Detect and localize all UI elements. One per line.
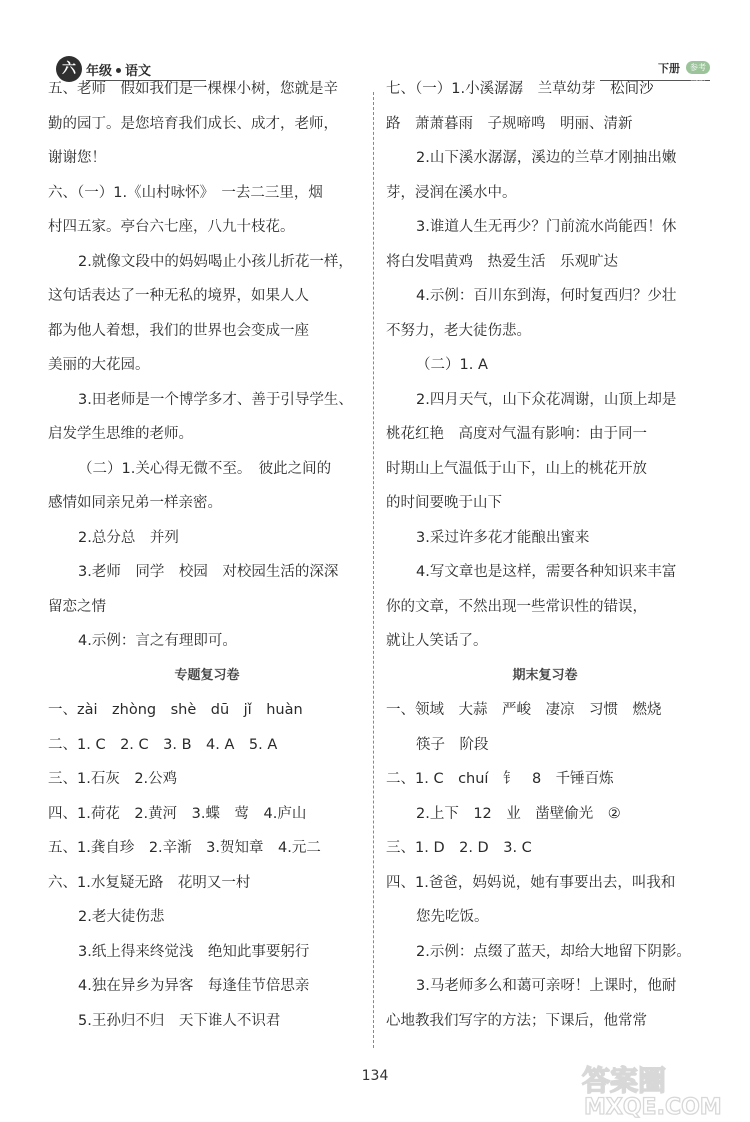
answer-line: 二、1. C chuí 钅 8 千锤百炼 (386, 771, 614, 787)
answer-line: 就让人笑话了。 (386, 633, 488, 649)
answer-line: 2.老大徒伤悲 (78, 909, 165, 925)
grade-label: 年级 (86, 64, 113, 79)
answer-line: 都为他人着想，我们的世界也会变成一座 (48, 323, 309, 339)
grade-subject (86, 60, 151, 79)
answer-line: 3.田老师是一个博学多才、善于引导学生、 (78, 392, 353, 408)
answer-line: 村四五家。亭台六七座，八九十枝花。 (48, 219, 295, 235)
answer-line: 3.采过许多花才能酿出蜜来 (416, 530, 590, 546)
answer-line: 路 萧萧暮雨 子规啼鸣 明丽、清新 (386, 116, 633, 132)
answer-line: 3.纸上得来终觉浅 绝知此事要躬行 (78, 944, 310, 960)
separator-dot-icon (116, 68, 121, 73)
answer-line: 二、1. C 2. C 3. B 4. A 5. A (48, 737, 278, 753)
answer-line: 你的文章，不然出现一些常识性的错误， (386, 599, 647, 615)
answer-line: 三、1. D 2. D 3. C (386, 840, 532, 856)
answer-line: 2.就像文段中的妈妈喝止小孩儿折花一样， (78, 254, 353, 270)
answer-line: 四、1.爸爸，妈妈说，她有事要出去，叫我和 (386, 875, 676, 891)
answer-line: 4.示例：百川东到海，何时复西归？少壮 (416, 288, 677, 304)
answer-line: 3.老师 同学 校园 对校园生活的深深 (78, 564, 339, 580)
page-number: 134 (361, 1068, 389, 1084)
answer-line: 2.上下 12 业 凿壁偷光 ② (416, 806, 621, 822)
answer-line: （二）1. A (416, 357, 488, 373)
volume-label: 下册 (658, 62, 680, 75)
answer-line: 时期山上气温低于山下，山上的桃花开放 (386, 461, 647, 477)
answer-line: 桃花红艳 高度对气温有影响：由于同一 (386, 426, 647, 442)
grade-badge: 六 (56, 56, 82, 82)
answer-line: 感情如同亲兄弟一样亲密。 (48, 495, 222, 511)
answer-line: 2.四月天气，山下众花凋谢，山顶上却是 (416, 392, 677, 408)
watermark-top: 答案圈 (582, 1064, 667, 1097)
section-title: 期末复习卷 (512, 668, 578, 683)
answer-line: 七、（一）1.小溪潺潺 兰草幼芽 松间沙 (386, 81, 654, 97)
answer-line: 四、1.荷花 2.黄河 3.蝶 莺 4.庐山 (48, 806, 307, 822)
answer-line: 六、1.水复疑无路 花明又一村 (48, 875, 251, 891)
answer-line: 4.写文章也是这样，需要各种知识来丰富 (416, 564, 677, 580)
answer-line: 留恋之情 (48, 599, 106, 615)
answer-line: 3.马老师多么和蔼可亲呀！上课时，他耐 (416, 978, 677, 994)
section-title: 专题复习卷 (174, 668, 240, 683)
answer-line: 您先吃饭。 (416, 909, 489, 925)
answer-line: 一、zài zhòng shè dū jǐ huàn (48, 702, 303, 718)
answer-line: （二）1.关心得无微不至。 彼此之间的 (78, 461, 332, 477)
answer-line: 5.王孙归不归 天下谁人不识君 (78, 1013, 281, 1029)
answer-line: 芽，浸润在溪水中。 (386, 185, 517, 201)
answer-line: 2.总分总 并列 (78, 530, 179, 546)
answer-line: 谢谢您！ (48, 150, 106, 166)
answer-line: 筷子 阶段 (416, 737, 489, 753)
answer-line: 六、（一）1.《山村咏怀》 一去二三里，烟 (48, 185, 323, 201)
answer-line: 这句话表达了一种无私的境界，如果人人 (48, 288, 309, 304)
watermark-bottom: MXQE.COM (584, 1095, 722, 1118)
answer-line: 4.示例：言之有理即可。 (78, 633, 237, 649)
answer-line: 心地教我们写字的方法；下课后，他常常 (386, 1013, 647, 1029)
answer-line: 2.示例：点缀了蓝天，却给大地留下阴影。 (416, 944, 691, 960)
subject-label: 语文 (125, 64, 152, 79)
answer-line: 一、领域 大蒜 严峻 凄凉 习惯 燃烧 (386, 702, 662, 718)
answer-line: 勤的园丁。是您培育我们成长、成才，老师， (48, 116, 338, 132)
answer-line: 启发学生思维的老师。 (48, 426, 193, 442)
column-divider (373, 92, 374, 1048)
answer-line: 将白发唱黄鸡 热爱生活 乐观旷达 (386, 254, 618, 270)
answer-line: 的时间要晚于山下 (386, 495, 502, 511)
answer-line: 3.谁道人生无再少？门前流水尚能西！休 (416, 219, 677, 235)
answer-line: 不努力，老大徒伤悲。 (386, 323, 531, 339)
watermark-logo (578, 1060, 738, 1118)
answer-line: 五、老师 假如我们是一棵棵小树，您就是辛 (48, 81, 338, 97)
answer-line: 五、1.龚自珍 2.辛渐 3.贺知章 4.元二 (48, 840, 321, 856)
answer-line: 三、1.石灰 2.公鸡 (48, 771, 178, 787)
answer-line: 美丽的大花园。 (48, 357, 150, 373)
answer-tag: 参考答案 (686, 61, 710, 74)
answer-line: 4.独在异乡为异客 每逢佳节倍思亲 (78, 978, 310, 994)
answer-line: 2.山下溪水潺潺，溪边的兰草才刚抽出嫩 (416, 150, 677, 166)
